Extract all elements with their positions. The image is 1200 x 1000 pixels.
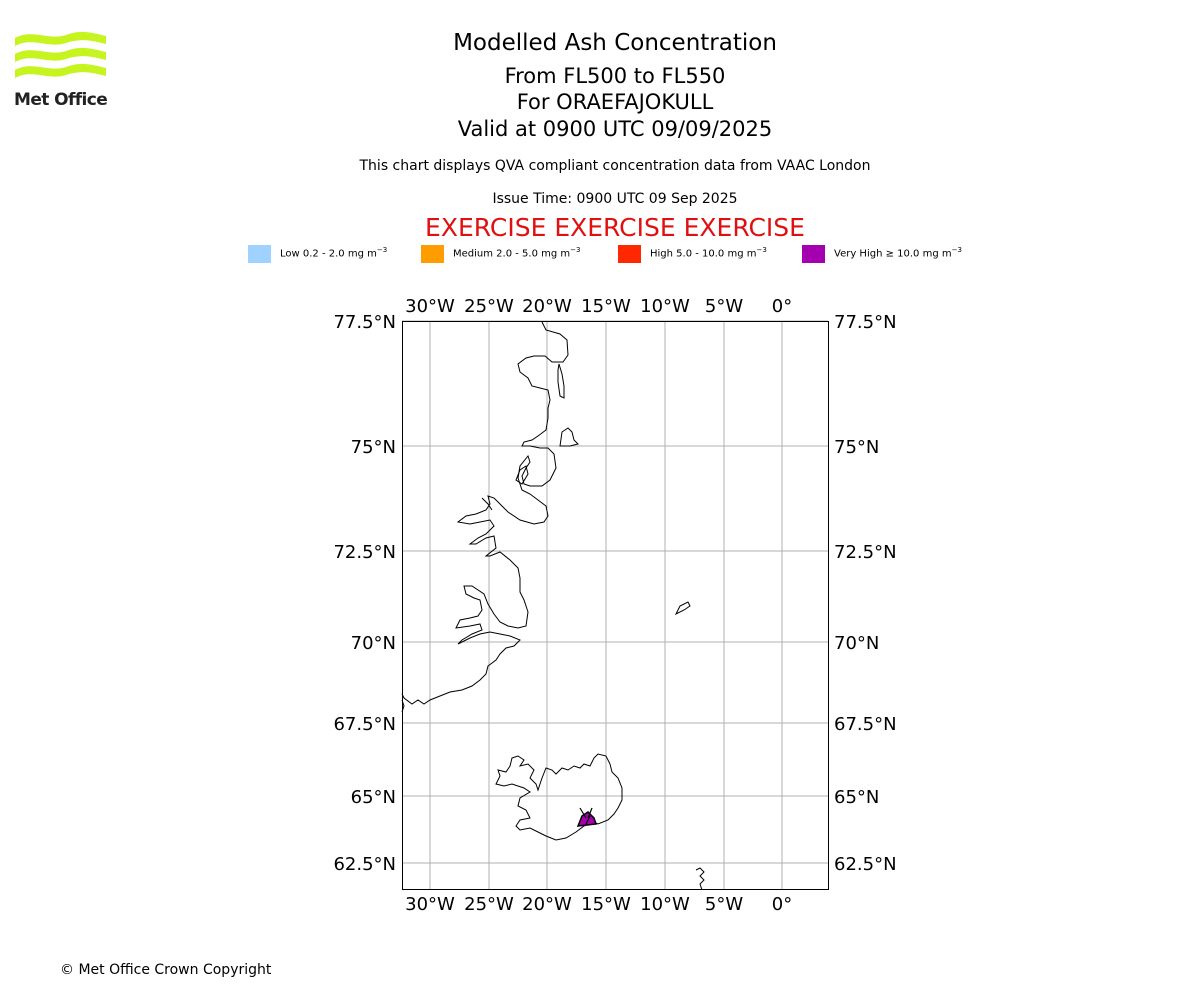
map-frame <box>403 322 829 890</box>
lat-label: 70°N <box>350 633 396 654</box>
lon-label: 15°W <box>581 296 631 317</box>
legend-label-very-high: Very High ≥ 10.0 mg $m^{-3}$ <box>834 246 962 260</box>
lon-label: 30°W <box>405 296 455 317</box>
lon-label: 0° <box>771 894 793 915</box>
lon-label: 25°W <box>464 296 514 317</box>
lon-label: 10°W <box>640 894 690 915</box>
lon-label: 0° <box>771 296 793 317</box>
lon-label: 20°W <box>522 296 572 317</box>
coastlines <box>402 322 704 890</box>
volcano-name: For ORAEFAJOKULL <box>516 90 714 114</box>
valid-time: Valid at 0900 UTC 09/09/2025 <box>457 117 773 141</box>
legend-swatch-medium <box>421 245 444 263</box>
faroe-islands-coastline <box>696 868 704 890</box>
lon-label: 10°W <box>640 296 690 317</box>
legend-label-low: Low 0.2 - 2.0 mg $m^{-3}$ <box>280 246 388 260</box>
lat-label: 67.5°N <box>834 714 897 735</box>
lat-label: 62.5°N <box>333 854 396 875</box>
lon-labels-bottom <box>405 894 792 915</box>
greenland-coastline <box>402 322 568 704</box>
logo-wordmark: Met Office <box>14 90 108 110</box>
lon-label: 30°W <box>405 894 455 915</box>
ash-concentration-area[interactable] <box>578 808 596 826</box>
legend-swatch-low <box>248 245 271 263</box>
lat-label: 70°N <box>834 633 880 654</box>
map-graticule <box>402 321 828 890</box>
legend-label-high: High 5.0 - 10.0 mg $m^{-3}$ <box>650 246 767 260</box>
ash-map[interactable] <box>320 290 920 920</box>
lon-labels-top <box>405 296 792 317</box>
lon-label: 15°W <box>581 894 631 915</box>
greenland-island <box>560 428 578 446</box>
legend-swatch-very-high <box>802 245 825 263</box>
legend-label-medium: Medium 2.0 - 5.0 mg $m^{-3}$ <box>453 246 581 260</box>
lat-label: 77.5°N <box>834 312 897 333</box>
lat-label: 75°N <box>350 437 396 458</box>
lat-label: 67.5°N <box>333 714 396 735</box>
lat-label: 72.5°N <box>333 542 396 563</box>
iceland-coastline <box>496 754 622 840</box>
jan-mayen-coastline <box>676 602 690 614</box>
copyright-notice: © Met Office Crown Copyright <box>60 962 272 978</box>
lat-label: 77.5°N <box>333 312 396 333</box>
legend-swatch-high <box>618 245 641 263</box>
chart-title: Modelled Ash Concentration <box>453 30 777 56</box>
flight-level-range: From FL500 to FL550 <box>504 64 726 88</box>
greenland-island <box>558 364 564 398</box>
lat-labels-left <box>333 312 396 875</box>
lat-label: 72.5°N <box>834 542 897 563</box>
exercise-banner: EXERCISE EXERCISE EXERCISE <box>425 213 805 242</box>
lon-label: 25°W <box>464 894 514 915</box>
lon-label: 5°W <box>704 894 744 915</box>
lon-label: 20°W <box>522 894 572 915</box>
chart-description: This chart displays QVA compliant concentration data from VAAC London <box>359 158 871 174</box>
lat-label: 75°N <box>834 437 880 458</box>
lat-label: 65°N <box>834 787 880 808</box>
lon-label: 5°W <box>704 296 744 317</box>
lat-labels-right <box>834 312 897 875</box>
lat-label: 62.5°N <box>834 854 897 875</box>
lat-label: 65°N <box>350 787 396 808</box>
issue-time: Issue Time: 0900 UTC 09 Sep 2025 <box>492 191 738 207</box>
